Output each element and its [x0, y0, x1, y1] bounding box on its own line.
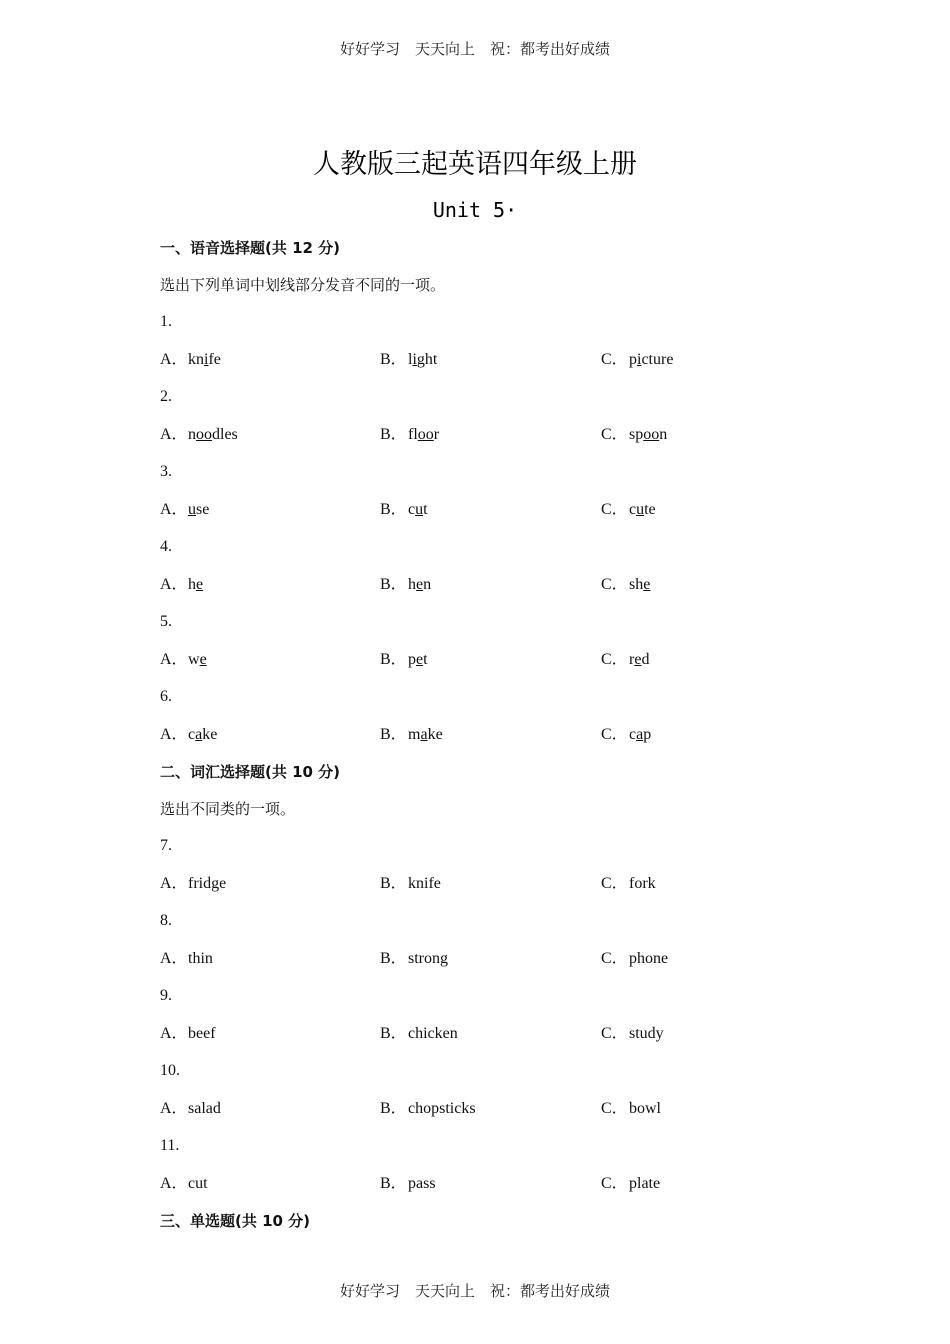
options-row [160, 648, 860, 686]
options-row [160, 423, 860, 461]
option-letter: A． [160, 575, 188, 593]
option-b[interactable] [380, 573, 431, 597]
word-part: se [196, 500, 210, 518]
question-number: 4. [160, 538, 172, 555]
word-part: r [629, 650, 635, 668]
option-letter: A． [160, 650, 188, 668]
option-b[interactable] [380, 723, 443, 747]
underlined-part: a [195, 725, 203, 743]
option-letter: C． [601, 874, 628, 892]
option-b[interactable] [380, 1172, 436, 1196]
options-row [160, 1022, 860, 1060]
word-part: bowl [629, 1099, 661, 1117]
word-part: m [408, 725, 421, 743]
option-b[interactable] [380, 1097, 476, 1121]
page-title: 人教版三起英语四年级上册 [313, 149, 637, 180]
option-letter: B． [380, 874, 407, 892]
word-part: h [188, 575, 196, 593]
word-part: c [408, 500, 416, 518]
underlined-part: e [643, 575, 651, 593]
question-number: 10. [160, 1062, 180, 1079]
underlined-part: e [416, 650, 424, 668]
option-a[interactable] [160, 648, 207, 672]
word-part: fridge [188, 874, 227, 892]
option-a[interactable] [160, 498, 209, 522]
word-part: r [433, 425, 440, 443]
option-letter: B． [380, 350, 407, 368]
underlined-part: e [634, 650, 642, 668]
option-letter: B． [380, 650, 407, 668]
section-instruction: 选出下列单词中划线部分发音不同的一项。 [160, 276, 446, 294]
option-c[interactable] [601, 423, 667, 447]
option-c[interactable] [601, 723, 651, 747]
option-letter: C． [601, 725, 628, 743]
option-b[interactable] [380, 498, 428, 522]
option-letter: A． [160, 425, 188, 443]
underlined-part: i [637, 350, 642, 368]
option-c[interactable] [601, 348, 673, 372]
option-c[interactable] [601, 498, 656, 522]
page-footer: 好好学习 天天向上 祝：都考出好成绩 [339, 1282, 610, 1300]
option-b[interactable] [380, 1022, 458, 1046]
word-part: strong [408, 949, 448, 967]
word-part: sp [629, 425, 644, 443]
word-part: c [629, 725, 637, 743]
option-letter: C． [601, 500, 628, 518]
word-part: w [188, 650, 200, 668]
word-part: chicken [408, 1024, 458, 1042]
option-letter: A． [160, 1024, 188, 1042]
word-part: cture [641, 350, 674, 368]
underlined-part: oo [417, 425, 434, 443]
word-part: thin [188, 949, 213, 967]
option-c[interactable] [601, 573, 650, 597]
word-part: d [641, 650, 650, 668]
underlined-part: u [636, 500, 645, 518]
option-letter: C． [601, 949, 628, 967]
option-letter: C． [601, 1024, 628, 1042]
option-a[interactable] [160, 872, 226, 896]
option-a[interactable] [160, 1097, 221, 1121]
word-part: ke [427, 725, 443, 743]
question-number: 1. [160, 313, 172, 330]
word-part: sh [629, 575, 644, 593]
word-part: dles [212, 425, 238, 443]
word-part: ght [416, 350, 438, 368]
option-letter: C． [601, 350, 628, 368]
word-part: p [629, 350, 637, 368]
option-letter: A． [160, 500, 188, 518]
question-number: 2. [160, 388, 172, 405]
unit-subtitle: Unit 5· [432, 198, 518, 222]
option-letter: B． [380, 725, 407, 743]
section-title: 三、单选题(共 10 分) [160, 1212, 311, 1230]
question-number: 3. [160, 463, 172, 480]
word-part: l [408, 350, 413, 368]
underlined-part: e [199, 650, 207, 668]
options-row [160, 348, 860, 386]
word-part: n [188, 425, 196, 443]
underlined-part: i [412, 350, 417, 368]
word-part: knife [408, 874, 441, 892]
section-title: 一、语音选择题(共 12 分) [160, 239, 341, 257]
word-part: te [644, 500, 656, 518]
option-letter: B． [380, 500, 407, 518]
word-part: beef [188, 1024, 216, 1042]
option-b[interactable] [380, 947, 448, 971]
option-letter: C． [601, 575, 628, 593]
underlined-part: i [204, 350, 209, 368]
word-part: t [423, 500, 428, 518]
option-c[interactable] [601, 1022, 664, 1046]
option-a[interactable] [160, 1022, 216, 1046]
word-part: p [408, 650, 416, 668]
word-part: c [188, 725, 196, 743]
option-a[interactable] [160, 423, 238, 447]
word-part: h [408, 575, 416, 593]
option-letter: B． [380, 1174, 407, 1192]
section-instruction: 选出不同类的一项。 [160, 800, 296, 818]
word-part: salad [188, 1099, 221, 1117]
option-letter: A． [160, 1174, 188, 1192]
word-part: cut [188, 1174, 208, 1192]
question-number: 5. [160, 613, 172, 630]
underlined-part: oo [196, 425, 212, 443]
word-part: c [629, 500, 637, 518]
section-title: 二、词汇选择题(共 10 分) [160, 763, 341, 781]
option-a[interactable] [160, 348, 221, 372]
option-c[interactable] [601, 872, 656, 896]
option-a[interactable] [160, 947, 213, 971]
word-part: chopsticks [408, 1099, 476, 1117]
question-number: 7. [160, 837, 172, 854]
option-b[interactable] [380, 423, 439, 447]
option-letter: B． [380, 425, 407, 443]
word-part: fe [208, 350, 221, 368]
option-letter: C． [601, 1099, 628, 1117]
options-row [160, 872, 860, 910]
question-number: 11. [160, 1137, 180, 1154]
page-header: 好好学习 天天向上 祝：都考出好成绩 [339, 40, 610, 58]
word-part: pass [408, 1174, 436, 1192]
option-b[interactable] [380, 872, 441, 896]
option-letter: B． [380, 575, 407, 593]
options-row [160, 498, 860, 536]
question-number: 6. [160, 688, 172, 705]
word-part: fork [629, 874, 656, 892]
option-letter: A． [160, 874, 188, 892]
option-letter: A． [160, 725, 188, 743]
underlined-part: u [415, 500, 424, 518]
option-letter: C． [601, 650, 628, 668]
underlined-part: u [188, 500, 196, 518]
option-a[interactable] [160, 1172, 208, 1196]
word-part: plate [629, 1174, 661, 1192]
options-row [160, 1097, 860, 1135]
options-row [160, 723, 860, 761]
option-letter: A． [160, 949, 188, 967]
underlined-part: a [420, 725, 428, 743]
word-part: n [659, 425, 668, 443]
option-c[interactable] [601, 1097, 661, 1121]
option-letter: A． [160, 350, 188, 368]
option-letter: B． [380, 1099, 407, 1117]
option-c[interactable] [601, 1172, 660, 1196]
option-a[interactable] [160, 723, 217, 747]
option-letter: B． [380, 949, 407, 967]
word-part: phone [629, 949, 669, 967]
option-letter: B． [380, 1024, 407, 1042]
word-part: n [423, 575, 432, 593]
word-part: t [423, 650, 428, 668]
option-a[interactable] [160, 573, 203, 597]
word-part: fl [408, 425, 418, 443]
option-c[interactable] [601, 648, 649, 672]
option-letter: A． [160, 1099, 188, 1117]
options-row [160, 947, 860, 985]
underlined-part: oo [643, 425, 660, 443]
word-part: ke [202, 725, 218, 743]
option-c[interactable] [601, 947, 668, 971]
word-part: p [643, 725, 652, 743]
exam-content [160, 236, 860, 1246]
options-row [160, 573, 860, 611]
word-part: study [629, 1024, 664, 1042]
underlined-part: e [196, 575, 204, 593]
question-number: 9. [160, 987, 172, 1004]
option-b[interactable] [380, 648, 428, 672]
option-letter: C． [601, 425, 628, 443]
option-b[interactable] [380, 348, 437, 372]
options-row [160, 1172, 860, 1210]
underlined-part: e [416, 575, 424, 593]
question-number: 8. [160, 912, 172, 929]
underlined-part: a [636, 725, 644, 743]
option-letter: C． [601, 1174, 628, 1192]
word-part: kn [188, 350, 204, 368]
